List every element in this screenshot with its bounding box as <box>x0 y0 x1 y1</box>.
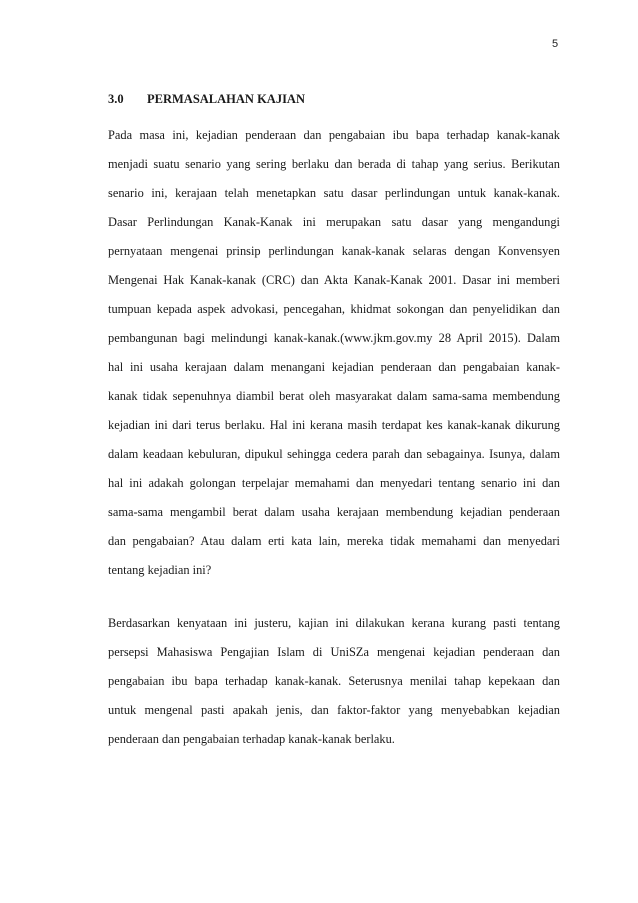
section-heading <box>108 92 305 107</box>
paragraph-line: dalam keadaan kebuluran, dipukul sehingga cedera parah dan sebagainya. Isunya, dalam <box>108 447 560 461</box>
paragraph-line: sama-sama mengambil berat dalam usaha kerajaan membendung kejadian penderaan <box>108 505 560 519</box>
paragraph-line: tentang kejadian ini? <box>108 563 212 577</box>
paragraph-2 <box>108 616 560 761</box>
paragraph-line: Mengenai Hak Kanak-kanak (CRC) dan Akta Kanak-Kanak 2001. Dasar ini memberi <box>108 273 560 287</box>
paragraph-line: kanak tidak sepenuhnya diambil berat oleh masyarakat dalam sama-sama membendung <box>108 389 560 403</box>
paragraph-line: hal ini usaha kerajaan dalam menangani kejadian penderaan dan pengabaian kanak- <box>108 360 560 374</box>
paragraph-line: dan pengabaian? Atau dalam erti kata lain, mereka tidak memahami dan menyedari <box>108 534 560 548</box>
paragraph-line: menjadi suatu senario yang sering berlaku dan berada di tahap yang serius. Berikutan <box>108 157 560 171</box>
paragraph-line: tumpuan kepada aspek advokasi, pencegahan, khidmat sokongan dan penyelidikan dan <box>108 302 560 316</box>
paragraph-line: Berdasarkan kenyataan ini justeru, kajian ini dilakukan kerana kurang pasti tentang <box>108 616 560 630</box>
paragraph-line: penderaan dan pengabaian terhadap kanak-kanak berlaku. <box>108 732 395 746</box>
paragraph-line: pengabaian ibu bapa terhadap kanak-kanak. Seterusnya menilai tahap kepekaan dan <box>108 674 560 688</box>
paragraph-line: pernyataan mengenai prinsip perlindungan kanak-kanak selaras dengan Konvensyen <box>108 244 560 258</box>
paragraph-line: Dasar Perlindungan Kanak-Kanak ini merupakan satu dasar yang mengandungi <box>108 215 560 229</box>
paragraph-1 <box>108 128 560 592</box>
paragraph-line: kejadian ini dari terus berlaku. Hal ini kerana masih terdapat kes kanak-kanak dikurung <box>108 418 560 432</box>
paragraph-line: Pada masa ini, kejadian penderaan dan pengabaian ibu bapa terhadap kanak-kanak <box>108 128 560 142</box>
paragraph-line: senario ini, kerajaan telah menetapkan satu dasar perlindungan untuk kanak-kanak. <box>108 186 560 200</box>
paragraph-line: persepsi Mahasiswa Pengajian Islam di UniSZa mengenai kejadian penderaan dan <box>108 645 560 659</box>
paragraph-line: pembangunan bagi melindungi kanak-kanak.(www.jkm.gov.my 28 April 2015). Dalam <box>108 331 560 345</box>
paragraph-line: hal ini adakah golongan terpelajar memahami dan menyedari tentang senario ini dan <box>108 476 560 490</box>
section-number: 3.0 <box>108 92 124 106</box>
section-title: PERMASALAHAN KAJIAN <box>147 92 305 106</box>
paragraph-line: untuk mengenal pasti apakah jenis, dan faktor-faktor yang menyebabkan kejadian <box>108 703 560 717</box>
page-number: 5 <box>552 38 559 50</box>
